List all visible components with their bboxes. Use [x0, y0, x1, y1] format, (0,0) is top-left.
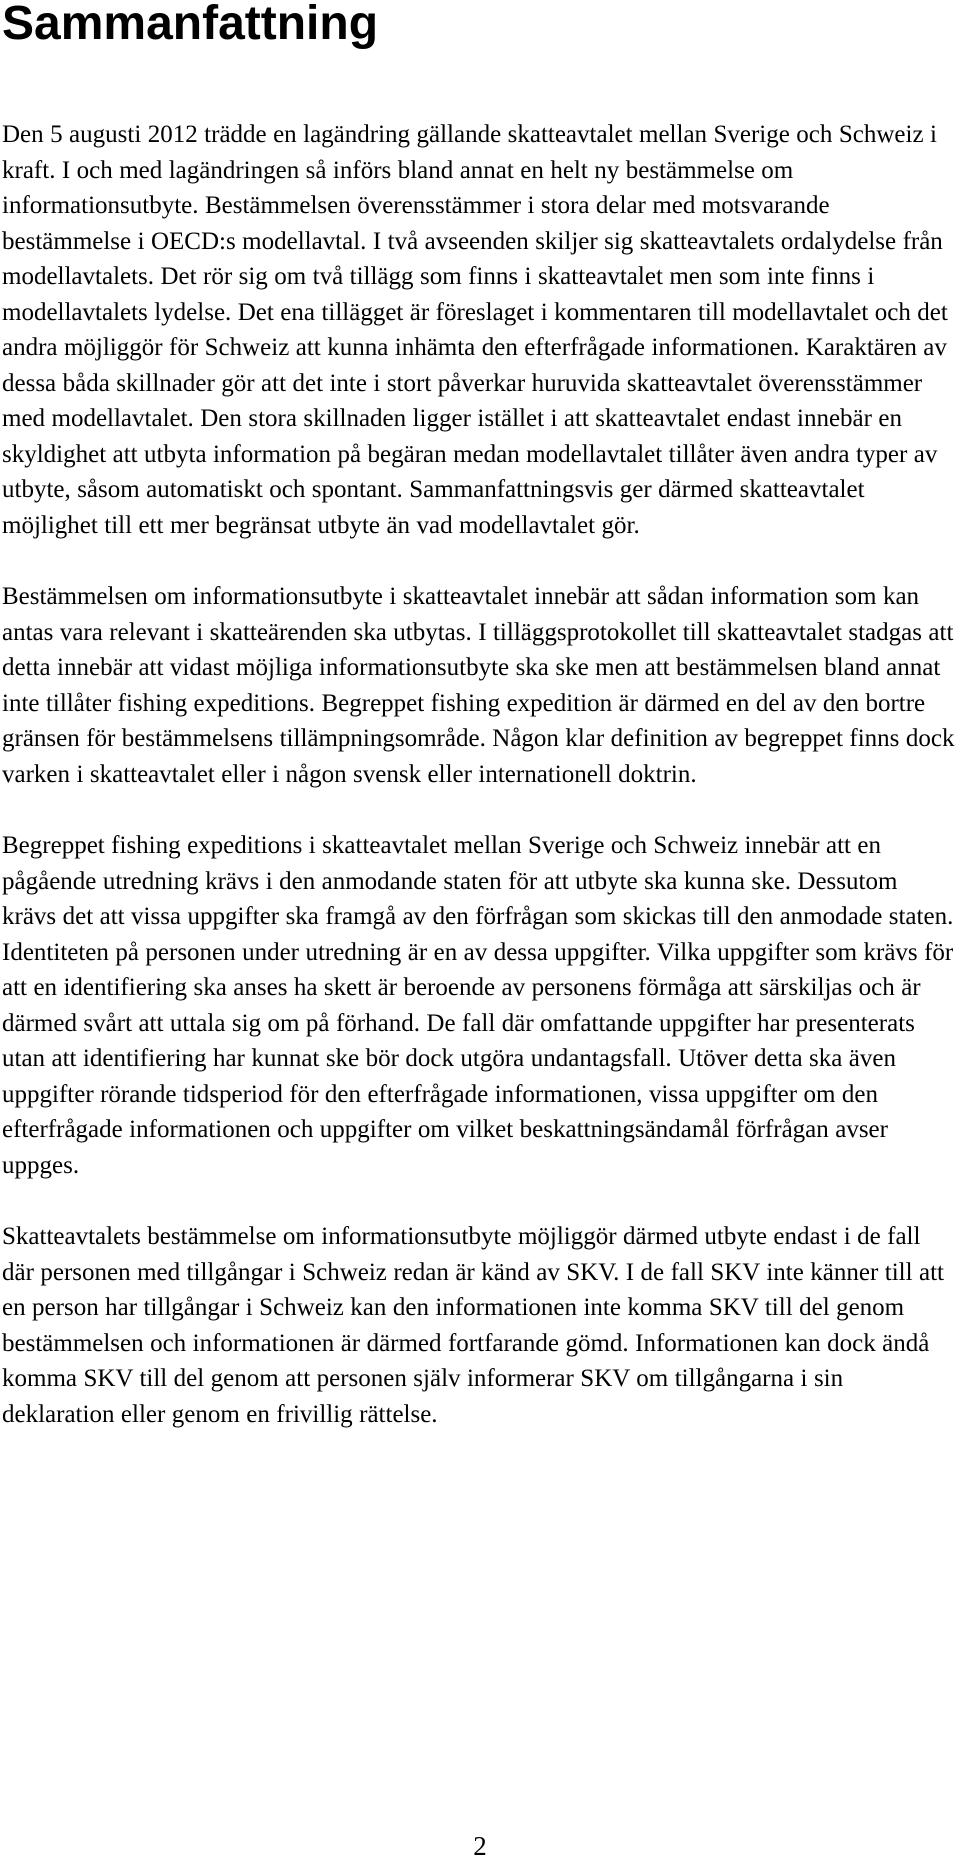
paragraph-3: Begreppet fishing expeditions i skatteavtalet mellan Sverige och Schweiz innebär att en pågående utredning krävs i den anmodande staten för att utbyte ska kunna ske. Dessutom krävs det att vissa uppgifter ska framgå av den förfrågan som skickas till den anmodade staten. Identiteten på personen under utredning är en av dessa uppgifter. Vilka uppgifter som krävs för att en identifiering ska anses ha skett är beroende av personens förmåga att särskiljas och är därmed svårt att uttala sig om på förhand. De fall där omfattande uppgifter har presenterats utan att identifiering har kunnat ske bör dock utgöra undantagsfall. Utöver detta ska även uppgifter rörande tidsperiod för den efterfrågade informationen, vissa uppgifter om den efterfrågade informationen och uppgifter om vilket beskattningsändamål förfrågan avser uppges.	[2, 832, 954, 1179]
page-title: Sammanfattning	[2, 0, 379, 50]
paragraph-1: Den 5 augusti 2012 trädde en lagändring gällande skatteavtalet mellan Sverige och Schweiz i kraft. I och med lagändringen så införs bland annat en helt ny bestämmelse om informationsutbyte. Bestämmelsen överensstämmer i stora delar med motsvarande bestämmelse i OECD:s modellavtal. I två avseenden skiljer sig skatteavtalets ordalydelse från modellavtalets. Det rör sig om två tillägg som finns i skatteavtalet men som inte finns i modellavtalets lydelse. Det ena tillägget är föreslaget i kommentaren till modellavtalet och det andra möjliggör för Schweiz att kunna inhämta den efterfrågade informationen. Karaktären av dessa båda skillnader gör att det inte i stort påverkar huruvida skatteavtalet överensstämmer med modellavtalet. Den stora skillnaden ligger istället i att skatteavtalet endast innebär en skyldighet att utbyta information på begäran medan modellavtalet tillåter även andra typer av utbyte, såsom automatiskt och spontant. Sammanfattningsvis ger därmed skatteavtalet möjlighet till ett mer begränsat utbyte än vad modellavtalet gör.	[2, 121, 948, 539]
page-number: 2	[473, 1831, 487, 1861]
paragraph-4: Skatteavtalets bestämmelse om informationsutbyte möjliggör därmed utbyte endast i de fall där personen med tillgångar i Schweiz redan är känd av SKV. I de fall SKV inte känner till att en person har tillgångar i Schweiz kan den informationen inte komma SKV till del genom bestämmelsen och informationen är därmed fortfarande gömd. Informationen kan dock ändå komma SKV till del genom att personen själv informerar SKV om tillgångarna i sin deklaration eller genom en frivillig rättelse.	[2, 1223, 944, 1428]
summary-body	[2, 117, 957, 1432]
paragraph-2: Bestämmelsen om informationsutbyte i skatteavtalet innebär att sådan information som kan antas vara relevant i skatteärenden ska utbytas. I tilläggsprotokollet till skatteavtalet stadgas att detta innebär att vidast möjliga informationsutbyte ska ske men att bestämmelsen bland annat inte tillåter fishing expeditions. Begreppet fishing expedition är därmed en del av den bortre gränsen för bestämmelsens tillämpningsområde. Någon klar definition av begreppet finns dock varken i skatteavtalet eller i någon svensk eller internationell doktrin.	[2, 583, 955, 788]
